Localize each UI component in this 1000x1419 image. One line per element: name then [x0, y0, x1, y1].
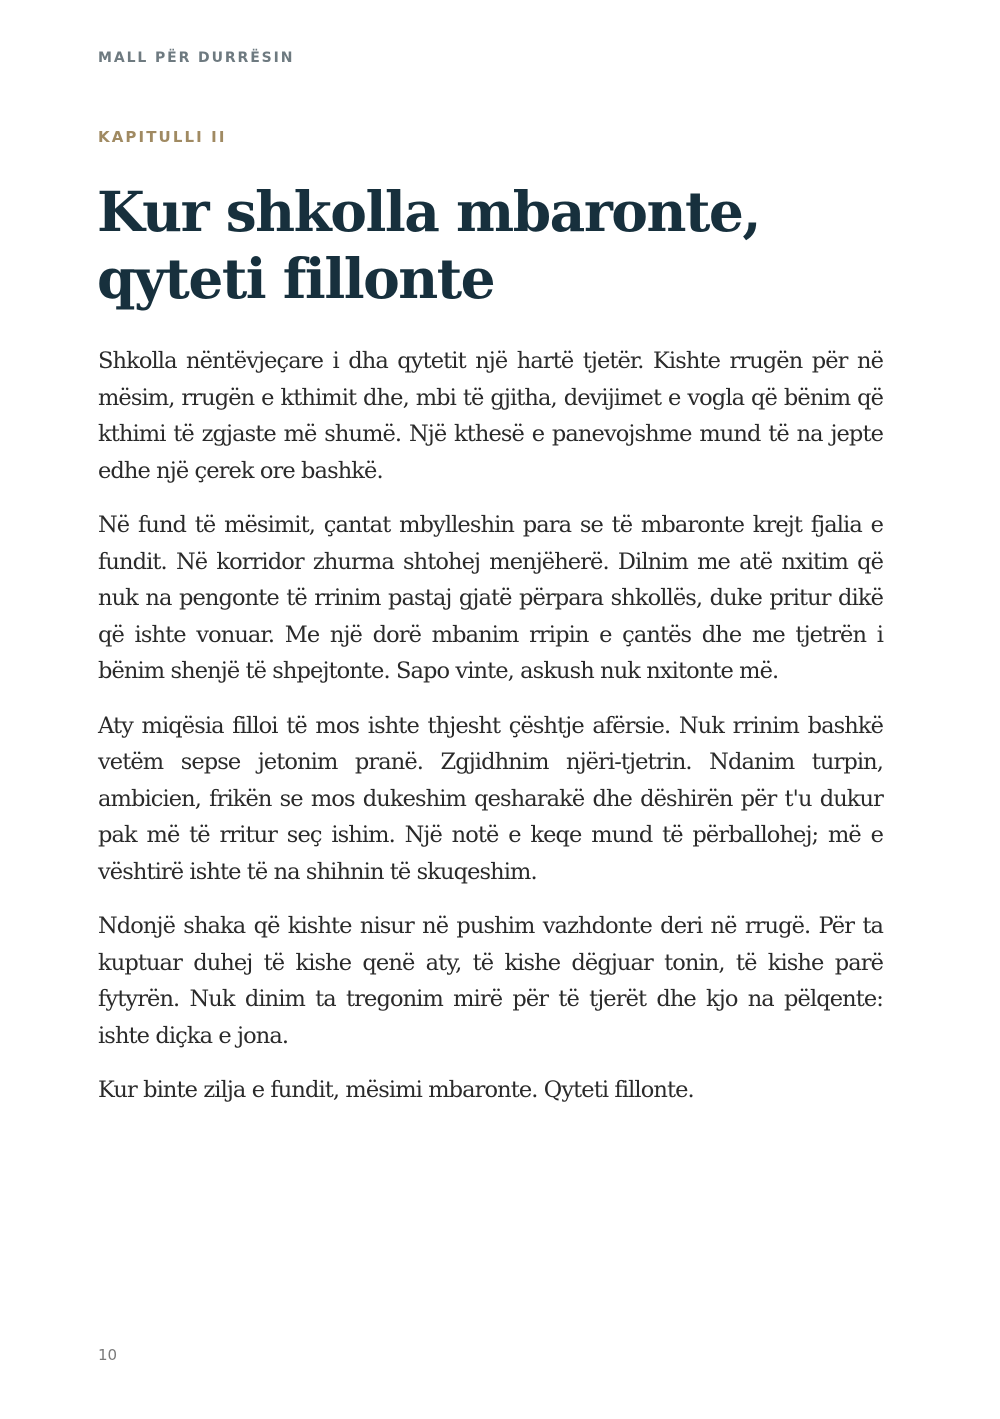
- chapter-title-line-1: Kur shkolla mbaronte,: [97, 179, 761, 244]
- chapter-title-line-2: qyteti fillonte: [97, 246, 495, 311]
- body-paragraph: Ndonjë shaka që kishte nisur në pushim vazhdonte deri në rrugë. Për ta kuptuar duhej të kishe qenë aty, të kishe dëgjuar tonin, të kishe parë fytyrën. Nuk dinim ta tregonim mirë për të tjerët dhe kjo na pëlqente: ishte diçka e jona.: [98, 913, 883, 1049]
- body-paragraph: Aty miqësia filloi të mos ishte thjesht çështje afërsie. Nuk rrinim bashkë vetëm sepse jetonim pranë. Zgjidhnim njëri-tjetrin. Ndanim turpin, ambicien, frikën se mos dukeshim qesharakë dhe dëshirën për t'u dukur pak më të rritur seç ishim. Një notë e keqe mund të përballohej; më e vështirë ishte të na shihnin të skuqeshim.: [98, 712, 883, 885]
- chapter-label: KAPITULLI II: [98, 128, 227, 146]
- body-paragraph: Kur binte zilja e fundit, mësimi mbaronte. Qyteti fillonte.: [98, 1077, 694, 1103]
- chapter-body: [98, 343, 883, 1127]
- running-header: MALL PËR DURRËSIN: [98, 50, 295, 66]
- body-paragraph: Shkolla nëntëvjeçare i dha qytetit një hartë tjetër. Kishte rrugën për në mësim, rrugën e kthimit dhe, mbi të gjitha, devijimet e vogla që bënim që kthimi të zgjaste më shumë. Një kthesë e panevojshme mund të na jepte edhe një çerek ore bashkë.: [98, 348, 883, 484]
- chapter-title: [97, 178, 917, 312]
- body-paragraph: Në fund të mësimit, çantat mbylleshin para se të mbaronte krejt fjalia e fundit. Në korridor zhurma shtohej menjëherë. Dilnim me atë nxitim që nuk na pengonte të rrinim pastaj gjatë përpara shkollës, duke pritur dikë që ishte vonuar. Me një dorë mbanim rripin e çantës dhe me tjetrën i bënim shenjë të shpejtonte. Sapo vinte, askush nuk nxitonte më.: [98, 512, 883, 684]
- page-number: 10: [98, 1346, 118, 1364]
